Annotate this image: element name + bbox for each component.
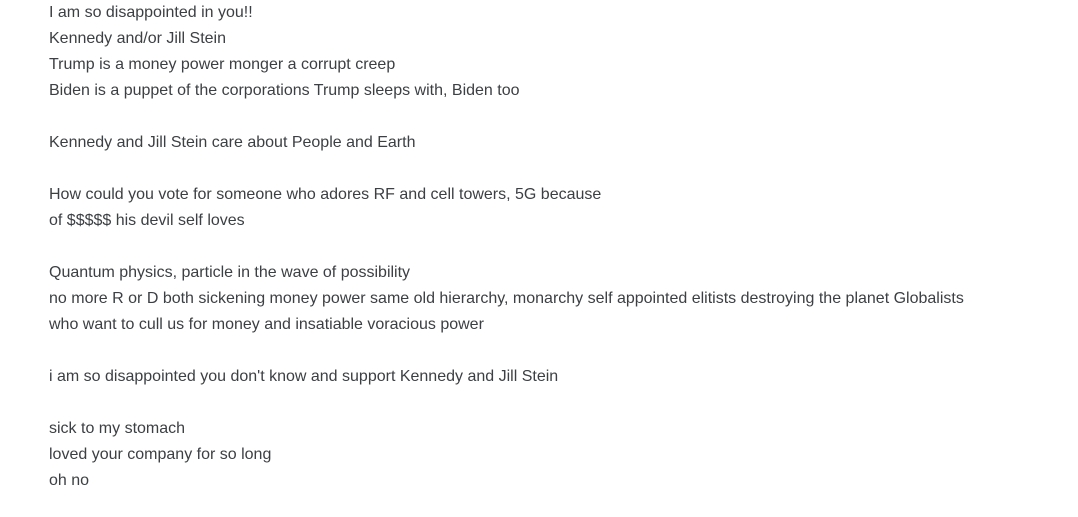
message-line: who want to cull us for money and insatiable voracious power xyxy=(49,316,484,333)
message-line-blank xyxy=(49,234,1050,260)
message-line: I am so disappointed in you!! xyxy=(49,4,253,21)
message-line: Kennedy and Jill Stein care about People and Earth xyxy=(49,134,416,151)
message-line: Biden is a puppet of the corporations Trump sleeps with, Biden too xyxy=(49,82,520,99)
message-line-blank xyxy=(49,156,1050,182)
message-line: sick to my stomach xyxy=(49,420,186,437)
message-line: oh no xyxy=(49,472,90,489)
message-line-blank xyxy=(49,338,1050,364)
message-line: Quantum physics, particle in the wave of possibility xyxy=(49,264,411,281)
message-line-blank xyxy=(49,104,1050,130)
message-line: Trump is a money power monger a corrupt creep xyxy=(49,56,396,73)
message-line: no more R or D both sickening money power same old hierarchy, monarchy self appointed elitists destroying the planet Globalists xyxy=(49,290,964,307)
message-line: of $$$$$ his devil self loves xyxy=(49,212,245,229)
message-line-blank xyxy=(49,390,1050,416)
message-line: loved your company for so long xyxy=(49,446,272,463)
message-line: How could you vote for someone who adores RF and cell towers, 5G because xyxy=(49,186,602,203)
message-line: i am so disappointed you don't know and support Kennedy and Jill Stein xyxy=(49,368,559,385)
message-line: Kennedy and/or Jill Stein xyxy=(49,30,226,47)
